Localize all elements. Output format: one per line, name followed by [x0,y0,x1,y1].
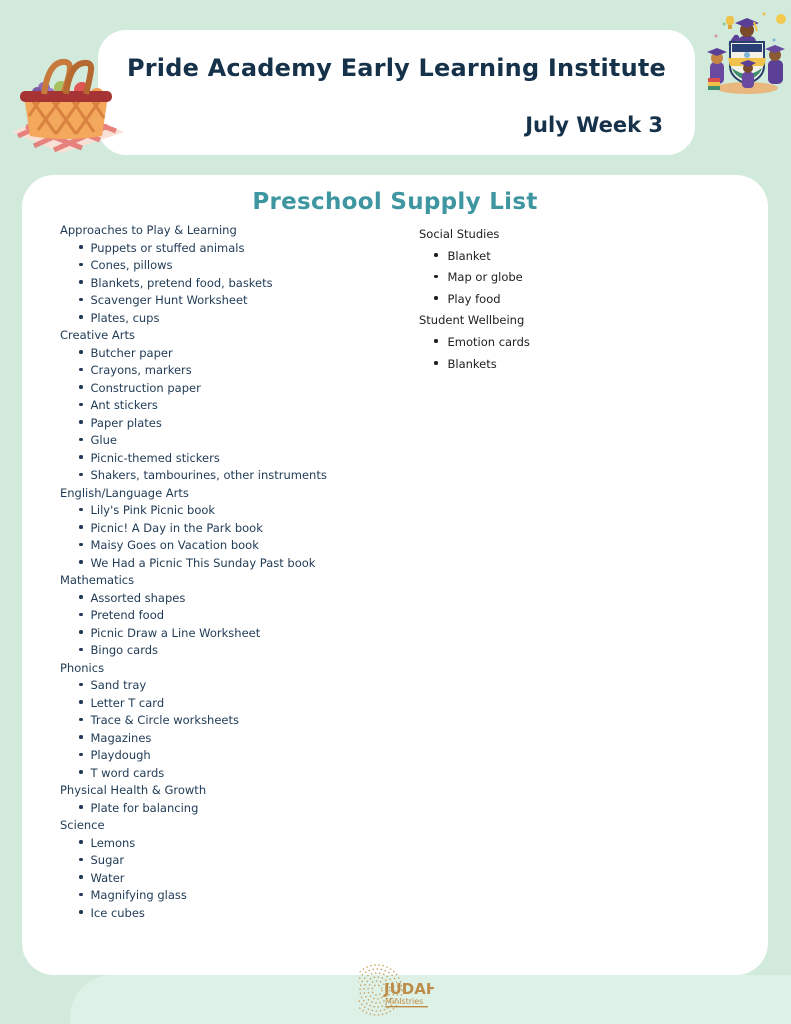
list-item [60,695,420,713]
list-item [60,852,420,870]
bullet-dot-icon [79,473,83,477]
list-item [60,835,420,853]
sun-icon [776,14,786,24]
list-item-label: Picnic Draw a Line Worksheet [90,625,261,640]
logo-underline [385,1006,428,1007]
section-item-list [60,345,420,485]
list-item [419,246,749,268]
bullet-dot-icon [79,263,83,267]
bullet-dot-icon [79,280,83,284]
section-title: Social Studies [419,227,500,241]
list-item-label: Play food [447,291,501,306]
right-kid-icon [765,45,785,84]
section-item-list [419,246,749,311]
list-item [419,354,749,376]
supply-list-column-right [419,224,749,375]
supply-list-title: Preschool Supply List [252,189,538,215]
list-item [60,310,420,328]
list-item-label: Lemons [90,835,136,850]
supply-list-card [22,175,768,975]
list-item-label: Paper plates [90,415,162,430]
list-item [60,380,420,398]
bullet-dot-icon [79,438,83,442]
bullet-dot-icon [79,630,83,634]
bullet-dot-icon [79,350,83,354]
list-item [60,345,420,363]
list-item-label: Bingo cards [90,643,159,657]
list-item [60,800,420,818]
list-item [60,397,420,415]
bullet-dot-icon [79,298,83,302]
list-item [60,625,420,643]
section-item-list [60,502,420,572]
section-item-list [60,835,420,923]
list-item [60,887,420,905]
bullet-dot-icon [79,560,83,564]
list-item [60,677,420,695]
bullet-dot-icon [434,296,438,300]
bullet-dot-icon [79,805,83,809]
list-item-label: Shakers, tambourines, other instruments [90,468,327,482]
list-item [60,905,420,923]
list-item [60,765,420,783]
trophy-icon [726,16,734,29]
bullet-dot-icon [79,753,83,757]
page-title: Pride Academy Early Learning Institute [126,54,667,82]
bullet-dot-icon [79,770,83,774]
list-item [60,747,420,765]
graduation-kids-illustration [704,6,790,102]
bullet-dot-icon [79,648,83,652]
basket-body-icon [20,62,112,139]
section-item-list [419,332,749,375]
bullet-dot-icon [79,875,83,879]
bullet-dot-icon [79,613,83,617]
list-item [60,240,420,258]
list-item-label: Crayons, markers [90,363,192,377]
picnic-basket-illustration [4,48,126,158]
list-item-label: Scavenger Hunt Worksheet [90,293,248,307]
bullet-dot-icon [79,368,83,372]
list-item [60,590,420,608]
list-item [60,275,420,293]
list-item-label: Lily's Pink Picnic book [90,503,216,517]
list-item-label: Emotion cards [447,334,530,349]
list-item [60,415,420,433]
list-item [60,450,420,468]
list-item [60,642,420,660]
section-title: Creative Arts [60,328,135,342]
section-title: Student Wellbeing [419,313,525,328]
list-item [60,432,420,450]
list-item-label: Ant stickers [90,398,158,412]
section-title: Mathematics [60,573,135,587]
list-item-label: Sugar [90,853,125,867]
list-item-label: Magnifying glass [90,888,187,902]
bullet-dot-icon [434,361,438,365]
list-item-label: T word cards [90,765,165,780]
bullet-dot-icon [79,840,83,844]
list-item [60,467,420,485]
list-item-label: Construction paper [90,380,201,395]
logo-wordmark: JUDAH [383,980,434,998]
list-item [60,730,420,748]
list-item [60,257,420,275]
supply-list-column-left [60,222,420,922]
list-item-label: Map or globe [447,270,523,285]
bullet-dot-icon [79,543,83,547]
list-item [60,712,420,730]
bullet-dot-icon [79,508,83,512]
list-item-label: Letter T card [90,695,165,710]
list-item-label: Pretend food [90,608,165,622]
list-item-label: Trace & Circle worksheets [90,713,239,727]
bullet-dot-icon [79,420,83,424]
list-item [60,502,420,520]
list-item-label: Cones, pillows [90,258,173,272]
bullet-dot-icon [79,315,83,319]
list-item [60,870,420,888]
list-item [60,537,420,555]
bullet-dot-icon [79,735,83,739]
bullet-dot-icon [434,253,438,257]
list-item-label: Playdough [90,748,151,762]
section-title: Phonics [60,660,105,675]
bullet-dot-icon [79,858,83,862]
list-item-label: Picnic! A Day in the Park book [90,520,263,535]
list-item-label: Blanket [447,248,491,263]
bullet-dot-icon [79,683,83,687]
list-item [419,267,749,289]
bullet-dot-icon [79,700,83,704]
bullet-dot-icon [79,595,83,599]
judah-ministries-logo [358,960,434,1024]
section-title: Physical Health & Growth [60,783,207,797]
list-item [419,289,749,311]
bullet-dot-icon [79,245,83,249]
list-item-label: Ice cubes [90,905,145,920]
list-item [60,362,420,380]
section-title: Science [60,818,105,832]
section-title: Approaches to Play & Learning [60,223,237,237]
list-item [60,555,420,573]
list-item-label: Assorted shapes [90,590,186,605]
logo-subtext: Ministries [384,997,423,1006]
section-item-list [60,240,420,328]
list-item-label: Blankets, pretend food, baskets [90,275,273,290]
list-item-label: Puppets or stuffed animals [90,240,245,255]
list-item-label: Glue [90,433,117,447]
list-item-label: Plates, cups [90,310,160,325]
list-item [419,332,749,354]
section-item-list [60,800,420,818]
list-item-label: Magazines [90,730,152,745]
list-item [60,292,420,310]
list-item-label: Water [90,870,125,885]
bullet-dot-icon [434,339,438,343]
section-item-list [60,590,420,660]
left-kid-icon [707,48,727,90]
list-item-label: Plate for balancing [90,800,199,815]
week-label: July Week 3 [525,113,663,137]
bullet-dot-icon [79,525,83,529]
header-card [98,30,695,155]
bullet-dot-icon [79,718,83,722]
bullet-dot-icon [79,910,83,914]
list-item-label: Blankets [447,356,497,371]
bullet-dot-icon [434,275,438,279]
list-item-label: Butcher paper [90,345,173,360]
list-item-label: Maisy Goes on Vacation book [90,538,259,552]
list-item [60,607,420,625]
bullet-dot-icon [79,893,83,897]
list-item-label: Sand tray [90,678,147,692]
bullet-dot-icon [79,385,83,389]
section-title: English/Language Arts [60,485,189,500]
bullet-dot-icon [79,455,83,459]
list-item-label: Picnic-themed stickers [90,450,220,465]
section-item-list [60,677,420,782]
list-item [60,520,420,538]
list-item-label: We Had a Picnic This Sunday Past book [90,555,316,570]
bullet-dot-icon [79,403,83,407]
